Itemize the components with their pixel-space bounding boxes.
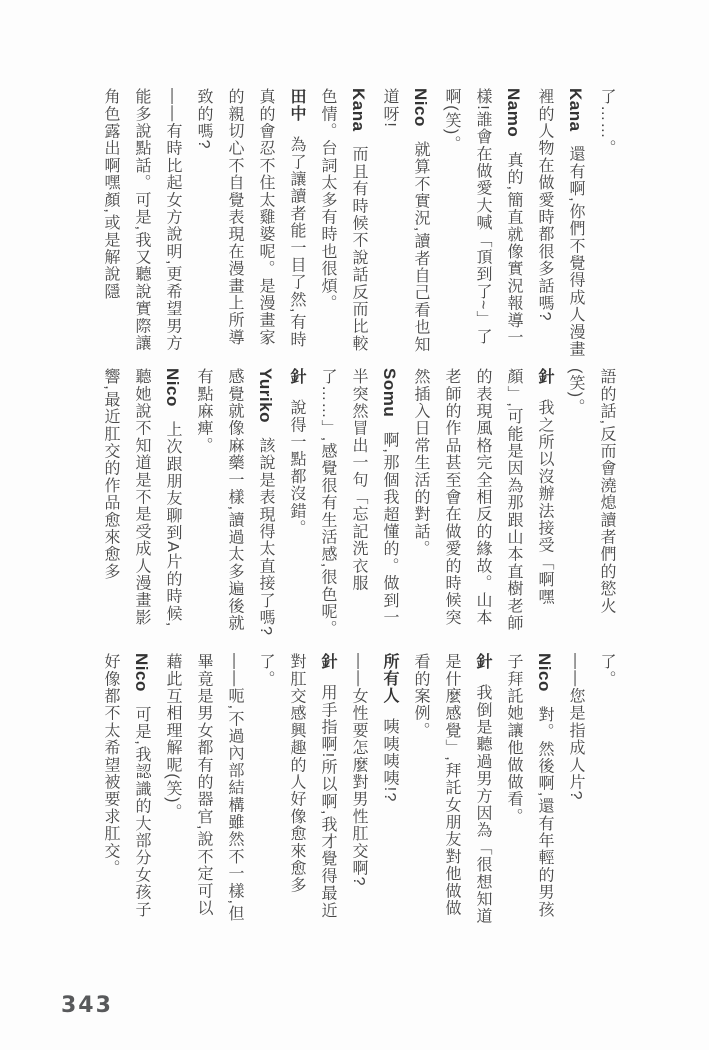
turn-text: 該說是表現得太直接了嗎?感覺就像麻藥一樣,讀過太多遍後就有點麻痺。 xyxy=(195,368,274,637)
turn-text: 語的話,反而會澆熄讀者們的慾火(笑)。 xyxy=(567,368,615,615)
turn-text: 了。 xyxy=(598,653,615,688)
speaker-name: Namo xyxy=(504,88,523,138)
speaker-name: Kana xyxy=(566,88,585,132)
turn-text: 而且有時候不說話反而比較色情。台詞太多有時也很煩。 xyxy=(319,88,367,352)
dialogue-turn xyxy=(312,368,405,640)
dialogue-turn xyxy=(157,653,250,925)
turn-text: 上次跟朋友聊到A片的時候,聽她說不知道是不是受成人漫畫影響,最近肛交的作品愈來愈多 xyxy=(102,368,181,628)
speaker-name: 針 xyxy=(319,653,336,670)
dialogue-turn xyxy=(591,653,622,925)
dialogue-turn xyxy=(591,88,622,360)
turn-text: 就算不實況,讀者自己看也知道呀! xyxy=(381,88,429,353)
page-number: 343 xyxy=(61,993,113,1018)
speaker-name: Nico xyxy=(411,88,430,127)
turn-text: 我之所以沒辦法接受「啊嘿顏」,可能是因為那跟山本直樹老師的表現風格完全相反的緣故。山本老師的作品甚至會在做愛的時候突然插入日常生活的對話。 xyxy=(412,368,553,632)
turn-text: ——您是指成人片? xyxy=(567,653,584,801)
turn-text: ——有時比起女方說明,更希望男方能多說點話。可是,我又聽說實際讓角色露出啊嘿顏,或是解說隱 xyxy=(102,88,181,352)
dialogue-turn xyxy=(343,653,374,925)
dialogue-turn xyxy=(405,653,498,925)
dialogue-turn xyxy=(250,653,343,925)
dialogue-turn xyxy=(281,368,312,640)
text-band-top xyxy=(55,88,622,360)
turn-text: 可是,我認識的大部分女孩子好像都不太希望被要求肛交。 xyxy=(102,653,150,918)
turn-text: 了……。 xyxy=(598,88,615,157)
dialogue-turn xyxy=(188,368,281,640)
dialogue-turn xyxy=(498,653,560,925)
turn-text: ——女性要怎麼對男性肛交啊? xyxy=(350,653,367,887)
speaker-name: 針 xyxy=(536,368,553,385)
speaker-name: Kana xyxy=(349,88,368,132)
turn-text: 還有啊,你們不覺得成人漫畫裡的人物在做愛時都很多話嗎? xyxy=(536,88,584,358)
text-band-bottom xyxy=(55,653,622,925)
turn-text: 對。然後啊,還有年輕的男孩子拜託她讓他做做看。 xyxy=(505,653,553,918)
turn-text: 說得一點都沒錯。 xyxy=(288,399,305,537)
speaker-name: 針 xyxy=(474,653,491,670)
speaker-name: Nico xyxy=(163,368,182,407)
dialogue-turn xyxy=(560,368,622,640)
dialogue-turn xyxy=(436,88,529,360)
dialogue-turn xyxy=(188,88,312,360)
turn-text: 真的,簡直就像實況報導一樣!誰會在做愛大喊「頂到了~」了啊(笑)。 xyxy=(443,88,522,347)
speaker-name: Nico xyxy=(132,653,151,692)
dialogue-turn xyxy=(405,368,560,640)
turn-text: 啊,那個我超懂的。做到一半突然冒出一句「忘記洗衣服了……」,感覺很有生活感,很色呢。 xyxy=(319,368,398,638)
dialogue-turn xyxy=(312,88,374,360)
turn-text: 為了讓讀者能一目了然,有時真的會忍不住太雞婆呢。是漫畫家的親切心不自覺表現在漫畫上所導致的嗎? xyxy=(195,88,305,349)
dialogue-turn xyxy=(95,368,188,640)
dialogue-turn xyxy=(560,653,591,925)
turn-text: 用手指啊!所以啊,我才覺得最近對肛交感興趣的人好像愈來愈多了。 xyxy=(257,653,336,919)
turn-text: 咦咦咦咦!? xyxy=(381,718,398,803)
turn-text: 我倒是聽過男方因為「很想知道是什麼感覺」,拜託女朋友對他做做看的案例。 xyxy=(412,653,491,925)
text-band-middle xyxy=(55,368,622,640)
dialogue-turn xyxy=(374,88,436,360)
speaker-name: Yuriko xyxy=(256,368,275,423)
dialogue-turn xyxy=(529,88,591,360)
speaker-name: Somu xyxy=(380,368,399,418)
turn-text: ——呃,不過內部結構雖然不一樣,但畢竟是男女都有的器官,說不定可以藉此互相理解呢(笑)。 xyxy=(164,653,243,923)
speaker-name: Nico xyxy=(535,653,554,692)
speaker-name: 田中 xyxy=(288,88,305,122)
speaker-name: 所有人 xyxy=(381,653,398,704)
dialogue-turn xyxy=(95,88,188,360)
speaker-name: 針 xyxy=(288,368,305,385)
dialogue-turn xyxy=(95,653,157,925)
dialogue-turn xyxy=(374,653,405,925)
